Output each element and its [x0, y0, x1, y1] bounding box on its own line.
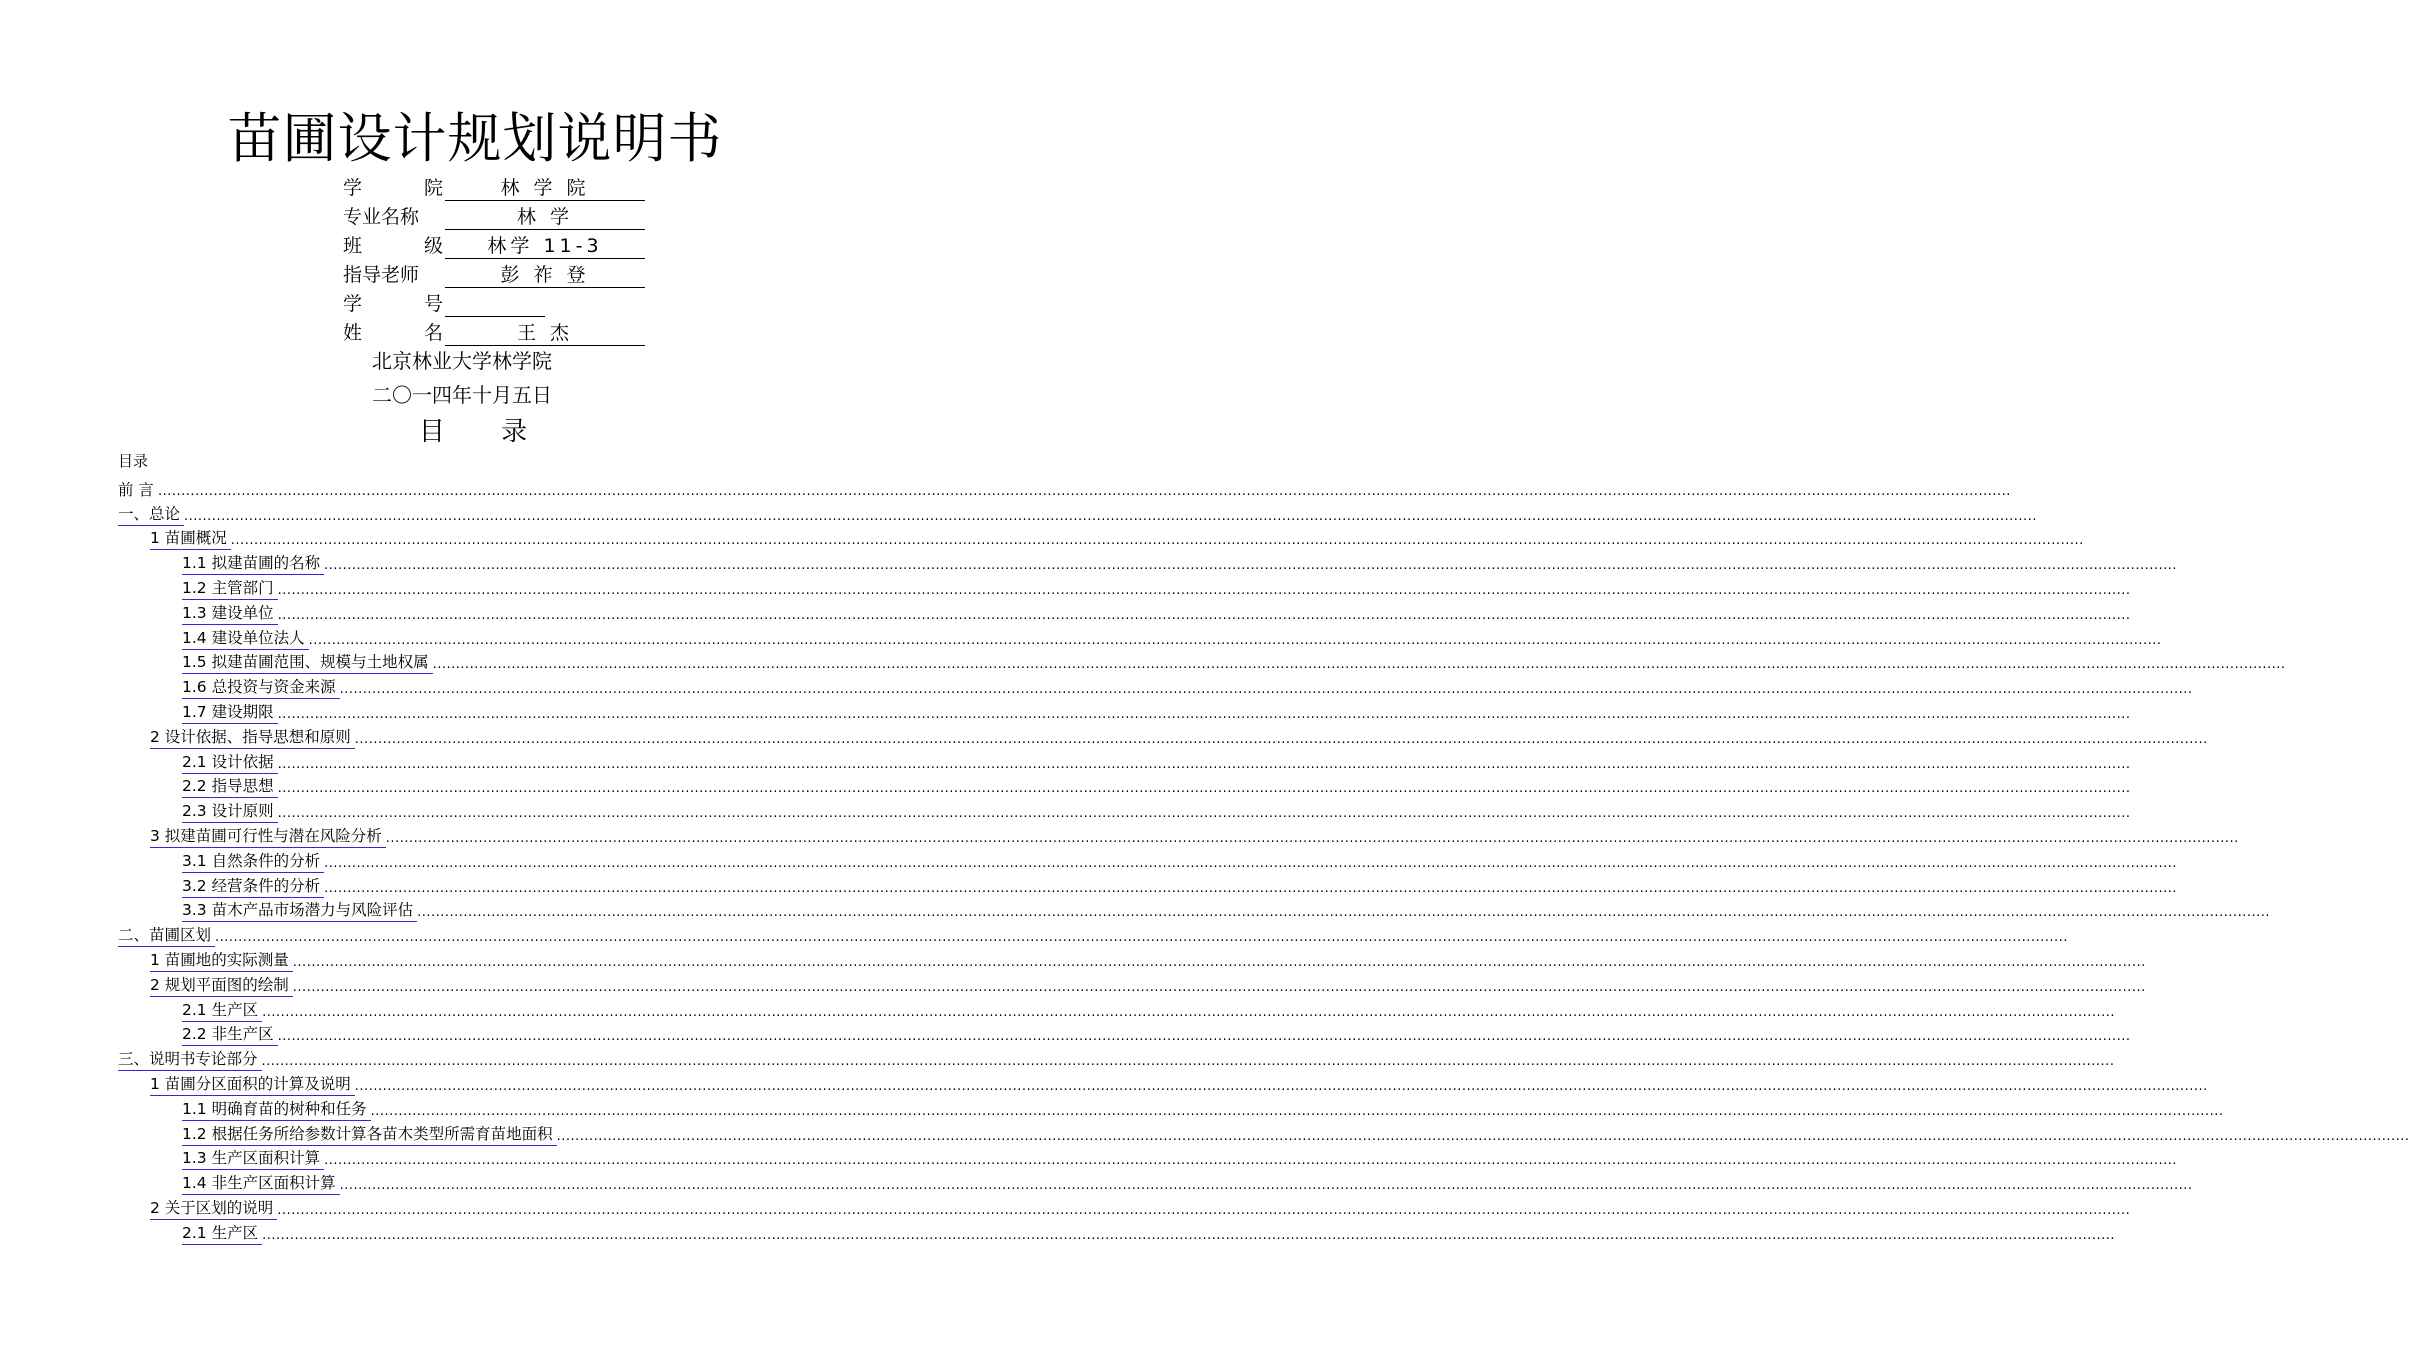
toc-entry-label[interactable]: 1.4 建设单位法人: [182, 627, 309, 650]
toc-dot-leader: ................................................................................................................................................................................................................................................................................................................................................................................................................: [417, 905, 2271, 921]
toc-entry[interactable]: [182, 575, 2131, 600]
toc-entry-label[interactable]: 2.3 设计原则: [182, 800, 278, 823]
toc-entry[interactable]: [150, 947, 2146, 972]
toc-entry-label[interactable]: 一、总论: [118, 503, 184, 526]
toc-dot-leader: ................................................................................................................................................................................................................................................................................................................................................................................................................: [324, 558, 2178, 574]
toc-dot-leader: ................................................................................................................................................................................................................................................................................................................................................................................................................: [262, 1227, 2116, 1243]
toc-entry[interactable]: [182, 798, 2131, 823]
toc-entry-label[interactable]: 1 苗圃分区面积的计算及说明: [150, 1073, 355, 1096]
toc-entry-label[interactable]: 2.1 生产区: [182, 1222, 262, 1245]
toc-dot-leader: ................................................................................................................................................................................................................................................................................................................................................................................................................: [354, 731, 2208, 747]
info-value-class: 林学 11-3: [445, 234, 645, 259]
toc-dot-leader: ................................................................................................................................................................................................................................................................................................................................................................................................................: [354, 1078, 2208, 1094]
toc-entry[interactable]: [150, 972, 2146, 997]
toc-entry[interactable]: [182, 898, 2271, 923]
toc-dot-leader: ................................................................................................................................................................................................................................................................................................................................................................................................................: [324, 1153, 2178, 1169]
info-label: 专业名称: [343, 206, 420, 228]
toc-entry[interactable]: [182, 997, 2116, 1022]
school-name: 北京林业大学林学院: [372, 349, 552, 373]
toc-dot-leader: ................................................................................................................................................................................................................................................................................................................................................................................................................: [370, 1103, 2224, 1119]
info-label: 指导老师: [343, 264, 420, 286]
toc-entry[interactable]: [118, 501, 2037, 526]
toc-dot-leader: ................................................................................................................................................................................................................................................................................................................................................................................................................: [385, 830, 2239, 846]
info-label: 班 级: [343, 235, 443, 257]
toc-dot-leader: ................................................................................................................................................................................................................................................................................................................................................................................................................: [277, 706, 2131, 722]
toc-dot-leader: ................................................................................................................................................................................................................................................................................................................................................................................................................: [432, 657, 2286, 673]
toc-dot-leader: ................................................................................................................................................................................................................................................................................................................................................................................................................: [277, 582, 2131, 598]
document-title: 苗圃设计规划说明书: [227, 107, 723, 170]
info-value-student-id: [445, 316, 545, 317]
toc-entry-label[interactable]: 1.4 非生产区面积计算: [182, 1172, 340, 1195]
toc-entry-label[interactable]: 1.2 主管部门: [182, 577, 278, 600]
toc-dot-leader: ................................................................................................................................................................................................................................................................................................................................................................................................................: [339, 1178, 2193, 1194]
toc-entry-label[interactable]: 2 设计依据、指导思想和原则: [150, 726, 355, 749]
toc-dot-leader: ................................................................................................................................................................................................................................................................................................................................................................................................................: [277, 1029, 2131, 1045]
toc-entry-label[interactable]: 1.3 建设单位: [182, 602, 278, 625]
toc-entry-label[interactable]: 3.1 自然条件的分析: [182, 850, 324, 873]
toc-dot-leader: ................................................................................................................................................................................................................................................................................................................................................................................................................: [277, 781, 2131, 797]
toc-entry[interactable]: [150, 526, 2084, 551]
toc-dot-leader: ................................................................................................................................................................................................................................................................................................................................................................................................................: [215, 930, 2068, 946]
toc-entry-label[interactable]: 2.1 生产区: [182, 999, 262, 1022]
toc-entry-label[interactable]: 1.5 拟建苗圃范围、规模与土地权属: [182, 651, 433, 674]
toc-entry-label[interactable]: 2.1 设计依据: [182, 751, 278, 774]
toc-entry-label[interactable]: 3 拟建苗圃可行性与潜在风险分析: [150, 825, 386, 848]
toc-entry[interactable]: [182, 550, 2178, 575]
toc-entry[interactable]: [182, 1096, 2224, 1121]
toc-entry-label[interactable]: 1.1 拟建苗圃的名称: [182, 552, 324, 575]
info-row-class: [343, 230, 653, 259]
toc-entry[interactable]: [182, 600, 2131, 625]
toc-dot-leader: ................................................................................................................................................................................................................................................................................................................................................................................................................: [292, 954, 2146, 970]
toc-entry[interactable]: [182, 625, 2162, 650]
info-label: 姓 名: [343, 322, 443, 344]
info-row-student-id: [343, 288, 653, 317]
toc-entry[interactable]: [182, 1220, 2116, 1245]
toc-dot-leader: ................................................................................................................................................................................................................................................................................................................................................................................................................: [262, 1004, 2116, 1020]
toc-entry[interactable]: [182, 1022, 2131, 1047]
toc-entry-label[interactable]: 二、苗圃区划: [118, 924, 215, 947]
document-date: 二〇一四年十月五日: [372, 383, 552, 407]
info-row-college: [343, 172, 653, 201]
toc-entry: [118, 476, 2011, 501]
toc-dot-leader: ................................................................................................................................................................................................................................................................................................................................................................................................................: [324, 880, 2178, 896]
toc-entry-label[interactable]: 3.2 经营条件的分析: [182, 875, 324, 898]
info-value-name: 王 杰: [445, 321, 645, 346]
toc-entry[interactable]: [182, 1170, 2193, 1195]
toc-entry[interactable]: [118, 922, 2068, 947]
toc-entry-label[interactable]: 3.3 苗木产品市场潜力与风险评估: [182, 899, 417, 922]
toc-title: 目 录: [418, 417, 552, 447]
toc-dot-leader: ................................................................................................................................................................................................................................................................................................................................................................................................................: [339, 682, 2193, 698]
toc-entry[interactable]: [182, 699, 2131, 724]
toc-entry-label[interactable]: 1.2 根据任务所给参数计算各苗木类型所需育苗地面积: [182, 1123, 557, 1146]
toc-dot-leader: ................................................................................................................................................................................................................................................................................................................................................................................................................: [277, 607, 2131, 623]
toc-dot-leader: ................................................................................................................................................................................................................................................................................................................................................................................................................: [292, 979, 2146, 995]
toc-entry-label[interactable]: 2.2 指导思想: [182, 775, 278, 798]
toc-entry[interactable]: [182, 1146, 2178, 1171]
info-label: 学 院: [343, 177, 443, 199]
toc-dot-leader: ................................................................................................................................................................................................................................................................................................................................................................................................................: [556, 1128, 2410, 1144]
toc-dot-leader: ................................................................................................................................................................................................................................................................................................................................................................................................................: [277, 756, 2131, 772]
toc-entry[interactable]: [182, 650, 2286, 675]
toc-entry[interactable]: [182, 774, 2131, 799]
toc-entry-label[interactable]: 1.7 建设期限: [182, 701, 278, 724]
info-value-advisor: 彭 祚 登: [445, 263, 645, 288]
info-row-name: [343, 317, 653, 346]
toc-entry[interactable]: [182, 873, 2178, 898]
toc-entry-label[interactable]: 1.3 生产区面积计算: [182, 1147, 324, 1170]
toc-entry[interactable]: [182, 674, 2193, 699]
toc-dot-leader: ................................................................................................................................................................................................................................................................................................................................................................................................................: [277, 1202, 2131, 1218]
info-value-college: 林 学 院: [445, 176, 645, 201]
toc-entry-label[interactable]: 2 关于区划的说明: [150, 1197, 277, 1220]
toc-entry-label[interactable]: 1 苗圃概况: [150, 527, 231, 550]
toc-entry-label[interactable]: 1 苗圃地的实际测量: [150, 949, 293, 972]
toc-dot-leader: ................................................................................................................................................................................................................................................................................................................................................................................................................: [230, 533, 2084, 549]
toc-entry[interactable]: [182, 1121, 2410, 1146]
toc-entry-label[interactable]: 三、说明书专论部分: [118, 1048, 262, 1071]
toc-entry[interactable]: [182, 848, 2178, 873]
toc-entry-label[interactable]: 2 规划平面图的绘制: [150, 974, 293, 997]
toc-entry[interactable]: [150, 724, 2208, 749]
toc-entry-label[interactable]: 2.2 非生产区: [182, 1023, 278, 1046]
cover-info-block: [343, 172, 653, 346]
toc-entry[interactable]: [118, 1046, 2115, 1071]
info-label: 学 号: [343, 293, 443, 315]
toc-entry-label[interactable]: 1.1 明确育苗的树种和任务: [182, 1098, 371, 1121]
toc-dot-leader: ................................................................................................................................................................................................................................................................................................................................................................................................................: [261, 1054, 2115, 1070]
toc-entry-label: 前 言: [118, 480, 154, 499]
toc-entry[interactable]: [150, 823, 2239, 848]
toc-heading: 目录: [118, 452, 149, 470]
toc-entry-label[interactable]: 1.6 总投资与资金来源: [182, 676, 340, 699]
toc-entry[interactable]: [150, 1195, 2131, 1220]
toc-dot-leader: ................................................................................................................................................................................................................................................................................................................................................................................................................: [157, 483, 2011, 499]
info-value-major: 林 学: [445, 205, 645, 230]
toc-dot-leader: ................................................................................................................................................................................................................................................................................................................................................................................................................: [324, 855, 2178, 871]
toc-dot-leader: ................................................................................................................................................................................................................................................................................................................................................................................................................: [277, 806, 2131, 822]
toc-dot-leader: ................................................................................................................................................................................................................................................................................................................................................................................................................: [184, 508, 2037, 524]
toc-entry[interactable]: [150, 1071, 2208, 1096]
toc-entry[interactable]: [182, 749, 2131, 774]
info-row-advisor: [343, 259, 653, 288]
info-row-major: [343, 201, 653, 230]
toc-dot-leader: ................................................................................................................................................................................................................................................................................................................................................................................................................: [308, 632, 2162, 648]
